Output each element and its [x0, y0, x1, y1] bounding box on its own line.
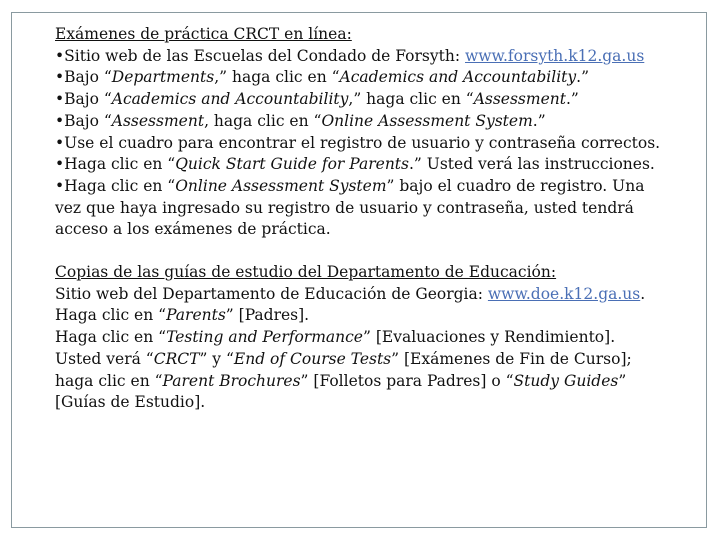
bullet-glyph: • — [55, 133, 65, 152]
bullet-online-assessment: •Haga clic en “Online Assessment System” bajo el cuadro de registro. Una — [55, 176, 645, 195]
bullet-assessment: •Bajo “Assessment, haga clic en “Online Assessment System.” — [55, 111, 546, 130]
study-guides-heading: Copias de las guías de estudio del Departamento de Educación: — [55, 263, 557, 282]
bullet-departments: •Bajo “Departments,” haga clic en “Academics and Accountability.” — [55, 68, 590, 87]
doe-website-line: Sitio web del Departamento de Educación de Georgia: www.doe.k12.ga.us. — [55, 284, 646, 303]
parents-line: Haga clic en “Parents” [Padres]. — [55, 306, 310, 325]
continuation-line: vez que haya ingresado su registro de usuario y contraseña, usted tendrá — [55, 198, 634, 217]
bullet-glyph: • — [55, 155, 65, 174]
brochures-guides-line: haga clic en “Parent Brochures” [Folletos para Padres] o “Study Guides” — [55, 371, 627, 390]
bullet-glyph: • — [55, 90, 65, 109]
bullet-forsyth-website: •Sitio web de las Escuelas del Condado de Forsyth: www.forsyth.k12.ga.us — [55, 46, 645, 65]
continuation-line: acceso a los exámenes de práctica. — [55, 220, 331, 239]
slide-frame — [11, 12, 707, 528]
forsyth-website-link[interactable]: www.forsyth.k12.ga.us — [465, 46, 645, 65]
testing-performance-line: Haga clic en “Testing and Performance” [Evaluaciones y Rendimiento]. — [55, 328, 616, 347]
doe-website-link[interactable]: www.doe.k12.ga.us — [487, 284, 641, 303]
practice-exams-section — [55, 24, 695, 241]
study-guides-line: [Guías de Estudio]. — [55, 393, 206, 412]
bullet-use-box: •Use el cuadro para encontrar el registro de usuario y contraseña correctos. — [55, 133, 661, 152]
bullet-glyph: • — [55, 68, 65, 87]
practice-exams-heading: Exámenes de práctica CRCT en línea: — [55, 25, 352, 43]
bullet-glyph: • — [55, 111, 65, 130]
bullet-glyph: • — [55, 176, 65, 195]
bullet-glyph: • — [55, 46, 65, 65]
study-guides-section — [55, 262, 695, 414]
slide-content — [55, 24, 695, 414]
crct-eoct-line: Usted verá “CRCT” y “End of Course Tests” [Exámenes de Fin de Curso]; — [55, 349, 632, 368]
bullet-quick-start-guide: •Haga clic en “Quick Start Guide for Parents.” Usted verá las instrucciones. — [55, 155, 655, 174]
bullet-academics: •Bajo “Academics and Accountability,” haga clic en “Assessment.” — [55, 90, 579, 109]
